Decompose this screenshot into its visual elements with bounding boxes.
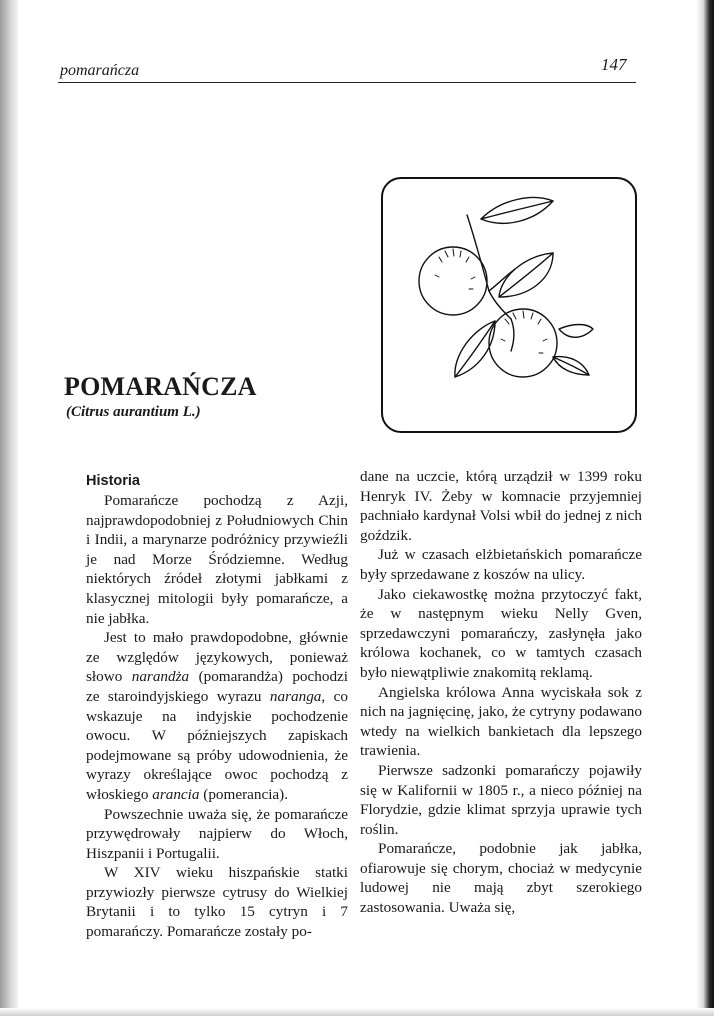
page-number: 147 bbox=[601, 55, 627, 74]
paragraph bbox=[86, 863, 348, 941]
orange-left bbox=[419, 247, 487, 315]
paragraph: dane na uczcie, którą urządził w 1399 roku Henryk IV. Żeby w komnacie przyjemniej pachniało kardynał Volsi wbił do jednej z nich goździk. bbox=[360, 468, 642, 544]
section-heading: Historia bbox=[86, 473, 140, 489]
paragraph: Angielska królowa Anna wyciskała sok z nich na jagnięcinę, jako, że cytryny podawano wtedy na wielkich bankietach dla lepszego trawienia. bbox=[360, 683, 642, 760]
page-binding-shadow bbox=[0, 0, 18, 1016]
paragraph-text: W XIV wieku hiszpańskie statki przywiozły pierwsze cytrusy do Wielkiej Brytanii i to tylko 15 cytryn i 7 pomarańczy. Pomarańcze zostały po- bbox=[86, 864, 348, 941]
orange-right bbox=[489, 309, 557, 377]
italic-term: narandża bbox=[131, 668, 190, 686]
article-subtitle: (Citrus aurantium L.) bbox=[66, 404, 201, 420]
paragraph: Pomarańcze, podobnie jak jabłka, ofiarowuje się chorym, chociaż w medycynie ludowej nie mają zbyt szerokiego zastosowania. Uważa się, bbox=[360, 840, 642, 917]
paragraph-text: (pomerancia). bbox=[199, 785, 289, 803]
orange-branch-illustration bbox=[381, 177, 637, 433]
page-edge-bottom bbox=[0, 1008, 714, 1016]
header-rule bbox=[58, 82, 636, 83]
running-head: pomarańcza bbox=[60, 62, 140, 79]
paragraph-text: , co wskazuje na indyjskie pochodzenie owocu. W późniejszych zapiskach podejmowane są próby udowodnienia, że wyrazy określające owoc pochodzą z włoskiego bbox=[86, 687, 348, 803]
left-column bbox=[86, 472, 348, 942]
italic-term: arancia bbox=[152, 785, 200, 803]
paragraph-text: Jest to mało prawdopodobne, głównie ze względów językowych, ponieważ słowo bbox=[86, 629, 348, 686]
right-column bbox=[360, 467, 642, 918]
branch-stem bbox=[467, 215, 489, 291]
paragraph-text: Powszechnie uważa się, że pomarańcze przywędrowały najpierw do Włoch, Hiszpanii i Portugalii. bbox=[86, 805, 348, 862]
leaf-small-right bbox=[559, 325, 593, 338]
paragraph bbox=[86, 805, 348, 864]
italic-term: naranga bbox=[269, 687, 322, 705]
paragraph bbox=[86, 491, 348, 628]
page-edge-right bbox=[696, 0, 714, 1016]
article-title: POMARAŃCZA bbox=[64, 372, 257, 401]
paragraph-text: (pomarandża) pochodzi ze staroindyjskiego wyrazu bbox=[86, 668, 348, 705]
paragraph: Jako ciekawostkę można przytoczyć fakt, że w następnym wieku Nelly Gven, sprzedawczyni pomarańczy, zasłynęła jako królowa kochanek, co w tamtych czasach było niewątpliwie znakomitą reklamą. bbox=[360, 585, 642, 681]
paragraph bbox=[86, 628, 348, 804]
orange-branch-icon bbox=[383, 179, 635, 431]
paragraph-text: Pomarańcze pochodzą z Azji, najprawdopodobniej z Południowych Chin i Indii, a marynarze podróżnicy przywieźli je nad Morze Śródziemne. Według niektórych źródeł złotymi jabłkami z klasycznej mitologii były pomarańcze, a nie jabłka. bbox=[86, 492, 348, 627]
paragraph: Pierwsze sadzonki pomarańczy pojawiły się w Kalifornii w 1805 r., a nieco później na Florydzie, gdzie klimat sprzyja uprawie tych roślin. bbox=[360, 761, 642, 838]
paragraph: Już w czasach elżbietańskich pomarańcze były sprzedawane z koszów na ulicy. bbox=[360, 546, 642, 583]
